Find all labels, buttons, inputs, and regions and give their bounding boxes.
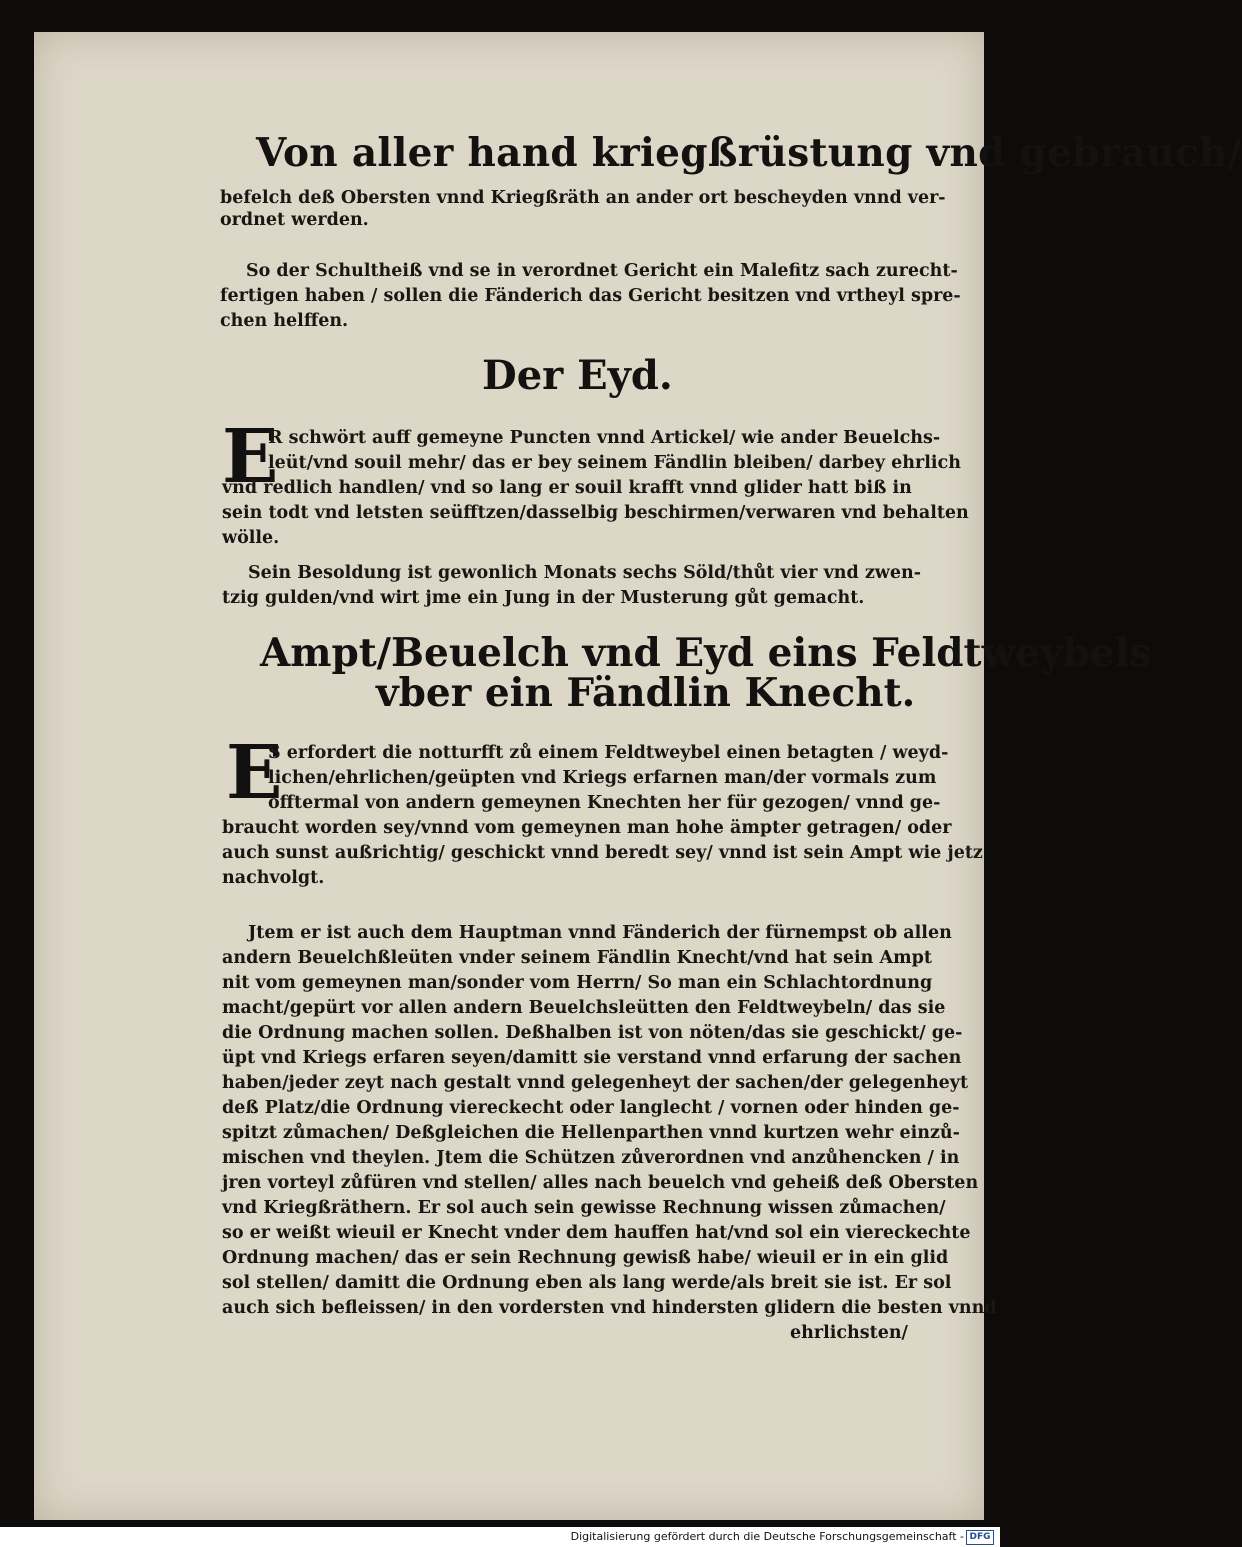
ampt-line: offtermal von andern gemeynen Knechten her für gezogen/ vnnd ge-	[268, 793, 941, 813]
ampt-line: braucht worden sey/vnnd vom gemeynen man hohe ämpter getragen/ oder	[222, 818, 952, 838]
item-line: üpt vnd Kriegs erfaren seyen/damitt sie verstand vnnd erfarung der sachen	[222, 1048, 962, 1068]
ampt-line: S erfordert die notturfft zů einem Feldtweybel einen betagten / weyd-	[268, 743, 949, 763]
page-heading-main: Von aller hand kriegßrüstung vnd gebrauch/	[256, 130, 1242, 176]
heading-eyd: Der Eyd.	[482, 352, 673, 399]
intro-line: ordnet werden.	[220, 210, 369, 230]
ampt-line: lichen/ehrlichen/geüpten vnd Kriegs erfarnen man/der vormals zum	[268, 768, 937, 788]
paragraph-line: So der Schultheiß vnd se in verordnet Gericht ein Malefitz sach zurecht-	[246, 261, 958, 281]
item-line: nit vom gemeynen man/sonder vom Herrn/ So man ein Schlachtordnung	[222, 973, 933, 993]
dfg-logo: DFG	[966, 1530, 994, 1545]
eyd-line: leüt/vnd souil mehr/ das er bey seinem Fändlin bleiben/ darbey ehrlich	[268, 453, 961, 473]
ampt-line: nachvolgt.	[222, 868, 325, 888]
item-line: Jtem er ist auch dem Hauptman vnnd Fänderich der fürnempst ob allen	[248, 923, 952, 943]
item-line: sol stellen/ damitt die Ordnung eben als lang werde/als breit sie ist. Er sol	[222, 1273, 952, 1293]
item-line: Ordnung machen/ das er sein Rechnung gewisß habe/ wieuil er in ein glid	[222, 1248, 949, 1268]
besoldung-line: Sein Besoldung ist gewonlich Monats sechs Söld/thůt vier vnd zwen-	[248, 563, 921, 583]
heading-ampt-line: Ampt/Beuelch vnd Eyd eins Feldtweybels	[260, 630, 1152, 676]
paragraph-line: fertigen haben / sollen die Fänderich das Gericht besitzen vnd vrtheyl spre-	[220, 286, 961, 306]
catchword-line: ehrlichsten/	[790, 1323, 908, 1343]
intro-line: befelch deß Obersten vnnd Kriegßräth an ander ort bescheyden vnnd ver-	[220, 188, 946, 208]
eyd-line: wölle.	[222, 528, 280, 548]
item-line: so er weißt wieuil er Knecht vnder dem hauffen hat/vnd sol ein viereckechte	[222, 1223, 971, 1243]
eyd-line: sein todt vnd letsten seüfftzen/dasselbig beschirmen/verwaren vnd behalten	[222, 503, 969, 523]
item-line: haben/jeder zeyt nach gestalt vnnd gelegenheyt der sachen/der gelegenheyt	[222, 1073, 969, 1093]
item-line: macht/gepürt vor allen andern Beuelchsleütten den Feldtweybeln/ das sie	[222, 998, 946, 1018]
eyd-line: R schwört auff gemeyne Puncten vnnd Artickel/ wie ander Beuelchs-	[268, 428, 941, 448]
item-line: andern Beuelchßleüten vnder seinem Fändlin Knecht/vnd hat sein Ampt	[222, 948, 932, 968]
item-line: vnd Kriegßräthern. Er sol auch sein gewisse Rechnung wissen zůmachen/	[222, 1198, 946, 1218]
item-line: mischen vnd theylen. Jtem die Schützen zůverordnen vnd anzůhencken / in	[222, 1148, 960, 1168]
besoldung-line: tzig gulden/vnd wirt jme ein Jung in der Musterung gůt gemacht.	[222, 588, 865, 608]
paragraph-line: chen helffen.	[220, 311, 349, 331]
ampt-line: auch sunst außrichtig/ geschickt vnnd beredt sey/ vnnd ist sein Ampt wie jetz	[222, 843, 983, 863]
item-line: auch sich befleissen/ in den vordersten vnd hindersten glidern die besten vnnd	[222, 1298, 997, 1318]
item-line: spitzt zůmachen/ Deßgleichen die Hellenparthen vnnd kurtzen wehr einzů-	[222, 1123, 960, 1143]
heading-ampt-line: vber ein Fändlin Knecht.	[376, 670, 916, 716]
drop-cap-initial: E	[226, 730, 283, 816]
item-line: deß Platz/die Ordnung viereckecht oder langlecht / vornen oder hinden ge-	[222, 1098, 960, 1118]
item-line: die Ordnung machen sollen. Deßhalben ist von nöten/das sie geschickt/ ge-	[222, 1023, 963, 1043]
footer-credit: Digitalisierung gefördert durch die Deutsche Forschungsgemeinschaft -	[570, 1530, 964, 1543]
drop-cap-initial: E	[222, 414, 279, 500]
eyd-line: vnd redlich handlen/ vnd so lang er souil krafft vnnd glider hatt biß in	[222, 478, 912, 498]
item-line: jren vorteyl zůfüren vnd stellen/ alles nach beuelch vnd geheiß deß Obersten	[222, 1173, 979, 1193]
